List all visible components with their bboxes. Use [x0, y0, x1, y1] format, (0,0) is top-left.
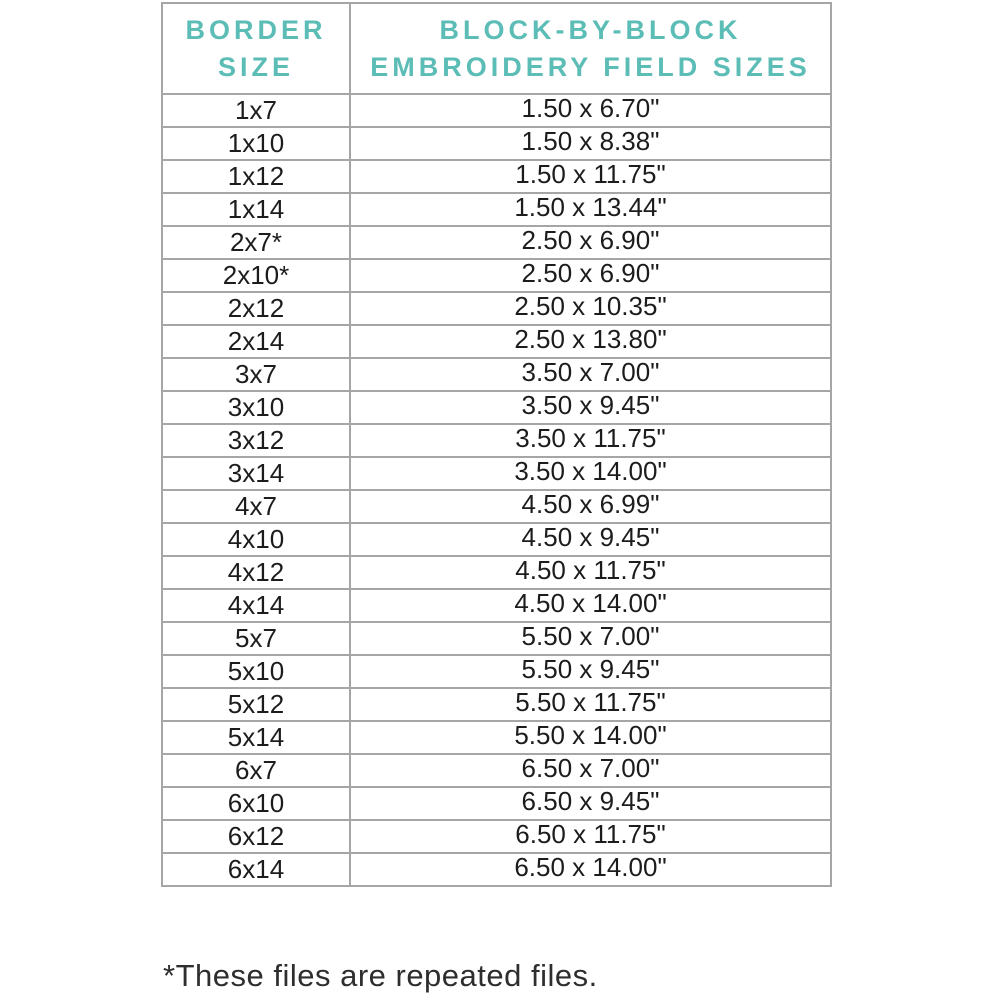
field-size-cell: 4.50 x 11.75" [350, 556, 831, 589]
table-row [162, 688, 831, 721]
border-size-cell: 4x7 [162, 490, 350, 523]
field-size-cell: 6.50 x 14.00" [350, 853, 831, 886]
field-size-cell: 2.50 x 10.35" [350, 292, 831, 325]
table-row [162, 358, 831, 391]
table-row [162, 589, 831, 622]
table-row [162, 457, 831, 490]
header-line: SIZE [217, 51, 294, 82]
header-line: BLOCK-BY-BLOCK [439, 15, 742, 46]
table-row [162, 292, 831, 325]
table-row [162, 193, 831, 226]
field-size-cell: 3.50 x 7.00" [350, 358, 831, 391]
field-size-cell: 5.50 x 11.75" [350, 688, 831, 721]
field-size-cell: 1.50 x 6.70" [350, 94, 831, 127]
table-row [162, 655, 831, 688]
border-size-cell: 2x7* [162, 226, 350, 259]
table-row [162, 325, 831, 358]
table-row [162, 853, 831, 886]
table-row [162, 127, 831, 160]
table-row [162, 94, 831, 127]
border-size-cell: 6x12 [162, 820, 350, 853]
field-size-cell: 1.50 x 11.75" [350, 160, 831, 193]
border-size-cell: 1x7 [162, 94, 350, 127]
border-size-cell: 5x10 [162, 655, 350, 688]
border-size-cell: 5x7 [162, 622, 350, 655]
table-row [162, 721, 831, 754]
size-table [161, 2, 832, 887]
footnote: *These files are repeated files. [163, 958, 598, 993]
field-size-cell: 3.50 x 11.75" [350, 424, 831, 457]
table-row [162, 523, 831, 556]
field-size-cell: 6.50 x 7.00" [350, 754, 831, 787]
border-size-cell: 6x10 [162, 787, 350, 820]
border-size-cell: 5x12 [162, 688, 350, 721]
table-row [162, 490, 831, 523]
border-size-cell: 1x12 [162, 160, 350, 193]
border-size-cell: 4x10 [162, 523, 350, 556]
border-size-cell: 1x14 [162, 193, 350, 226]
field-size-cell: 4.50 x 14.00" [350, 589, 831, 622]
field-size-cell: 2.50 x 6.90" [350, 226, 831, 259]
border-size-cell: 4x12 [162, 556, 350, 589]
field-size-cell: 6.50 x 11.75" [350, 820, 831, 853]
table-row [162, 787, 831, 820]
border-size-cell: 3x10 [162, 391, 350, 424]
table-row [162, 622, 831, 655]
border-size-cell: 2x12 [162, 292, 350, 325]
header-line: BORDER [185, 15, 327, 46]
border-size-cell: 4x14 [162, 589, 350, 622]
field-size-cell: 2.50 x 13.80" [350, 325, 831, 358]
table-row [162, 259, 831, 292]
field-size-cell: 3.50 x 9.45" [350, 391, 831, 424]
field-size-cell: 4.50 x 6.99" [350, 490, 831, 523]
border-size-cell: 6x14 [162, 853, 350, 886]
table-row [162, 391, 831, 424]
table-row [162, 160, 831, 193]
table-row [162, 556, 831, 589]
border-size-cell: 5x14 [162, 721, 350, 754]
table-body [162, 94, 831, 886]
border-size-cell: 3x12 [162, 424, 350, 457]
header-row [162, 3, 831, 94]
border-size-cell: 6x7 [162, 754, 350, 787]
border-size-cell: 3x7 [162, 358, 350, 391]
border-size-cell: 1x10 [162, 127, 350, 160]
field-size-cell: 6.50 x 9.45" [350, 787, 831, 820]
field-size-cell: 4.50 x 9.45" [350, 523, 831, 556]
table-row [162, 226, 831, 259]
field-size-cell: 1.50 x 13.44" [350, 193, 831, 226]
field-size-cell: 2.50 x 6.90" [350, 259, 831, 292]
field-size-cell: 5.50 x 7.00" [350, 622, 831, 655]
table-row [162, 754, 831, 787]
field-size-cell: 5.50 x 14.00" [350, 721, 831, 754]
field-size-cell: 3.50 x 14.00" [350, 457, 831, 490]
field-size-cell: 5.50 x 9.45" [350, 655, 831, 688]
border-size-cell: 2x14 [162, 325, 350, 358]
table-row [162, 424, 831, 457]
field-size-cell: 1.50 x 8.38" [350, 127, 831, 160]
header-line: EMBROIDERY FIELD SIZES [370, 51, 811, 82]
size-table-container [161, 2, 832, 887]
border-size-cell: 2x10* [162, 259, 350, 292]
table-row [162, 820, 831, 853]
border-size-cell: 3x14 [162, 457, 350, 490]
column-header-border-size [162, 3, 350, 94]
column-header-field-sizes [350, 3, 831, 94]
